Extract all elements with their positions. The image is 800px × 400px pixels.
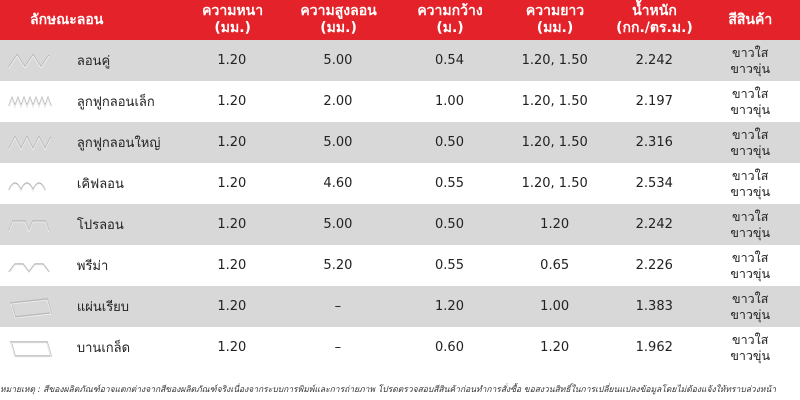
pro-sheet-icon [0,204,61,245]
product-name: แผ่นเรียบ [76,300,130,315]
header-width: ความกว้าง (ม.) [417,3,483,36]
height-value: 5.00 [323,53,353,68]
weight-value: 2.242 [635,53,673,68]
width-value: 0.50 [435,217,464,232]
color-options [700,332,800,364]
table-body [0,40,800,368]
color-clear: ขาวใส [732,249,769,265]
table-row [0,163,800,204]
weight-value: 2.226 [635,258,673,273]
width-value: 0.50 [435,135,464,150]
color-opaque: ขาวขุ่น [730,60,771,76]
height-value: 5.00 [323,217,353,232]
color-clear: ขาวใส [732,126,769,142]
color-options [700,209,800,241]
prima-sheet-icon [0,245,61,286]
thickness-value: 1.20 [217,340,247,355]
color-options [700,291,800,323]
table-header [0,0,800,40]
louver-sheet-icon [0,327,61,368]
length-value: 1.20, 1.50 [521,53,588,68]
weight-value: 1.962 [635,340,673,355]
length-value: 1.20 [540,217,570,232]
header-length: ความยาว (มม.) [525,3,585,36]
flat-sheet-icon [0,286,61,327]
small-corrugated-sheet-icon [0,81,61,122]
product-name: เคิฟลอน [76,177,124,192]
color-options [700,86,800,118]
color-options [700,127,800,159]
color-opaque: ขาวขุ่น [730,265,771,281]
weight-value: 1.383 [635,299,673,314]
color-clear: ขาวใส [732,167,769,183]
width-value: 0.54 [435,53,464,68]
table-row [0,81,800,122]
length-value: 1.20, 1.50 [521,135,588,150]
thickness-value: 1.20 [217,135,247,150]
table-row [0,40,800,81]
product-name: พรีม่า [76,259,109,274]
color-clear: ขาวใส [732,331,769,347]
thickness-value: 1.20 [217,94,247,109]
thickness-value: 1.20 [217,217,247,232]
color-opaque: ขาวขุ่น [730,101,771,117]
color-clear: ขาวใส [732,208,769,224]
color-opaque: ขาวขุ่น [730,224,771,240]
width-value: 1.00 [435,94,464,109]
width-value: 0.55 [435,258,464,273]
product-name: ลอนคู่ [76,54,111,69]
header-name: ลักษณะลอน [30,11,104,28]
product-name: โปรลอน [76,218,124,233]
height-value: 4.60 [323,176,353,191]
weight-value: 2.534 [635,176,673,191]
table-row [0,286,800,327]
table-row [0,204,800,245]
color-options [700,250,800,282]
color-options [700,45,800,77]
height-value: 2.00 [323,94,353,109]
header-height: ความสูงลอน (มม.) [300,3,377,36]
color-clear: ขาวใส [732,85,769,101]
length-value: 1.20, 1.50 [521,176,588,191]
width-value: 0.55 [435,176,464,191]
product-name: ลูกฟูกลอนเล็ก [76,95,155,110]
thickness-value: 1.20 [217,299,247,314]
height-value: 5.20 [323,258,353,273]
color-opaque: ขาวขุ่น [730,183,771,199]
header-weight: น้ำหนัก (กก./ตร.ม.) [616,3,693,36]
color-clear: ขาวใส [732,290,769,306]
table-row [0,327,800,368]
header-color: สีสินค้า [728,12,773,28]
color-clear: ขาวใส [732,44,769,60]
header-thickness: ความหนา (มม.) [202,3,264,36]
thickness-value: 1.20 [217,258,247,273]
color-opaque: ขาวขุ่น [730,306,771,322]
table-row [0,245,800,286]
product-name: ลูกฟูกลอนใหญ่ [76,136,161,151]
length-value: 1.20 [540,340,570,355]
height-value: – [334,340,342,355]
color-opaque: ขาวขุ่น [730,142,771,158]
double-corrugated-sheet-icon [0,40,61,81]
width-value: 0.60 [435,340,464,355]
product-name: บานเกล็ด [76,341,131,356]
weight-value: 2.316 [635,135,673,150]
length-value: 1.20, 1.50 [521,94,588,109]
color-opaque: ขาวขุ่น [730,347,771,363]
thickness-value: 1.20 [217,176,247,191]
width-value: 1.20 [435,299,464,314]
footnote: หมายเหตุ : สีของผลิตภัณฑ์อาจแตกต่างจากสีของผลิตภัณฑ์จริงเนื่องจากระบบการพิมพ์และการถ่ายภาพ โปรดตรวจสอบสีสินค้าก่อนทำการสั่งซื้อ ขอสงวนสิทธิ์ในการเปลี่ยนแปลงข้อมูลโดยไม่ต้องแจ้งให้ทราบล่วงหน้า [0,385,777,395]
weight-value: 2.197 [635,94,673,109]
large-corrugated-sheet-icon [0,122,61,163]
length-value: 0.65 [540,258,570,273]
height-value: 5.00 [323,135,353,150]
height-value: – [334,299,342,314]
weight-value: 2.242 [635,217,673,232]
table-row [0,122,800,163]
curve-sheet-icon [0,163,61,204]
length-value: 1.00 [540,299,570,314]
color-options [700,168,800,200]
thickness-value: 1.20 [217,53,247,68]
